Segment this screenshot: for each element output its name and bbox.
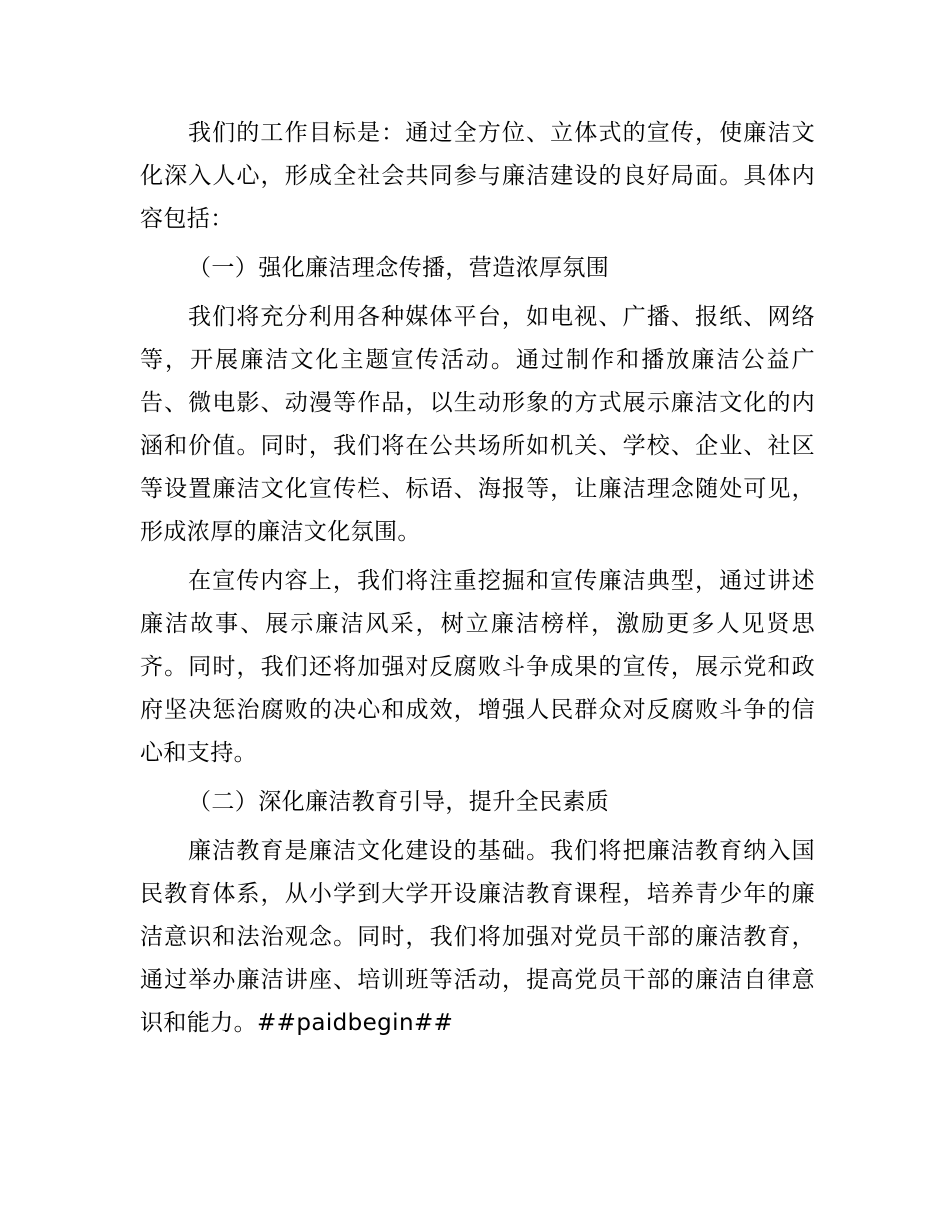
- paragraph-intro: 我们的工作目标是：通过全方位、立体式的宣传，使廉洁文化深入人心，形成全社会共同参与廉洁建设的良好局面。具体内容包括：: [140, 120, 815, 232]
- section-heading-2: （二）深化廉洁教育引导，提升全民素质: [188, 789, 610, 815]
- section-heading-1: （一）强化廉洁理念传播，营造浓厚氛围: [188, 255, 610, 281]
- document-body: [140, 112, 815, 1051]
- paragraph-media-campaign: 我们将充分利用各种媒体平台，如电视、广播、报纸、网络等，开展廉洁文化主题宣传活动。通过制作和播放廉洁公益广告、微电影、动漫等作品，以生动形象的方式展示廉洁文化的内涵和价值。同时，我们将在公共场所如机关、学校、企业、社区等设置廉洁文化宣传栏、标语、海报等，让廉洁理念随处可见，形成浓厚的廉洁文化氛围。: [140, 304, 815, 545]
- paragraph-propaganda-content: 在宣传内容上，我们将注重挖掘和宣传廉洁典型，通过讲述廉洁故事、展示廉洁风采，树立廉洁榜样，激励更多人见贤思齐。同时，我们还将加强对反腐败斗争成果的宣传，展示党和政府坚决惩治腐败的决心和成效，增强人民群众对反腐败斗争的信心和支持。: [140, 568, 815, 766]
- paragraph-education: 廉洁教育是廉洁文化建设的基础。我们将把廉洁教育纳入国民教育体系，从小学到大学开设廉洁教育课程，培养青少年的廉洁意识和法治观念。同时，我们将加强对党员干部的廉洁教育，通过举办廉洁讲座、培训班等活动，提高党员干部的廉洁自律意识和能力。##paidbegin##: [140, 838, 815, 1036]
